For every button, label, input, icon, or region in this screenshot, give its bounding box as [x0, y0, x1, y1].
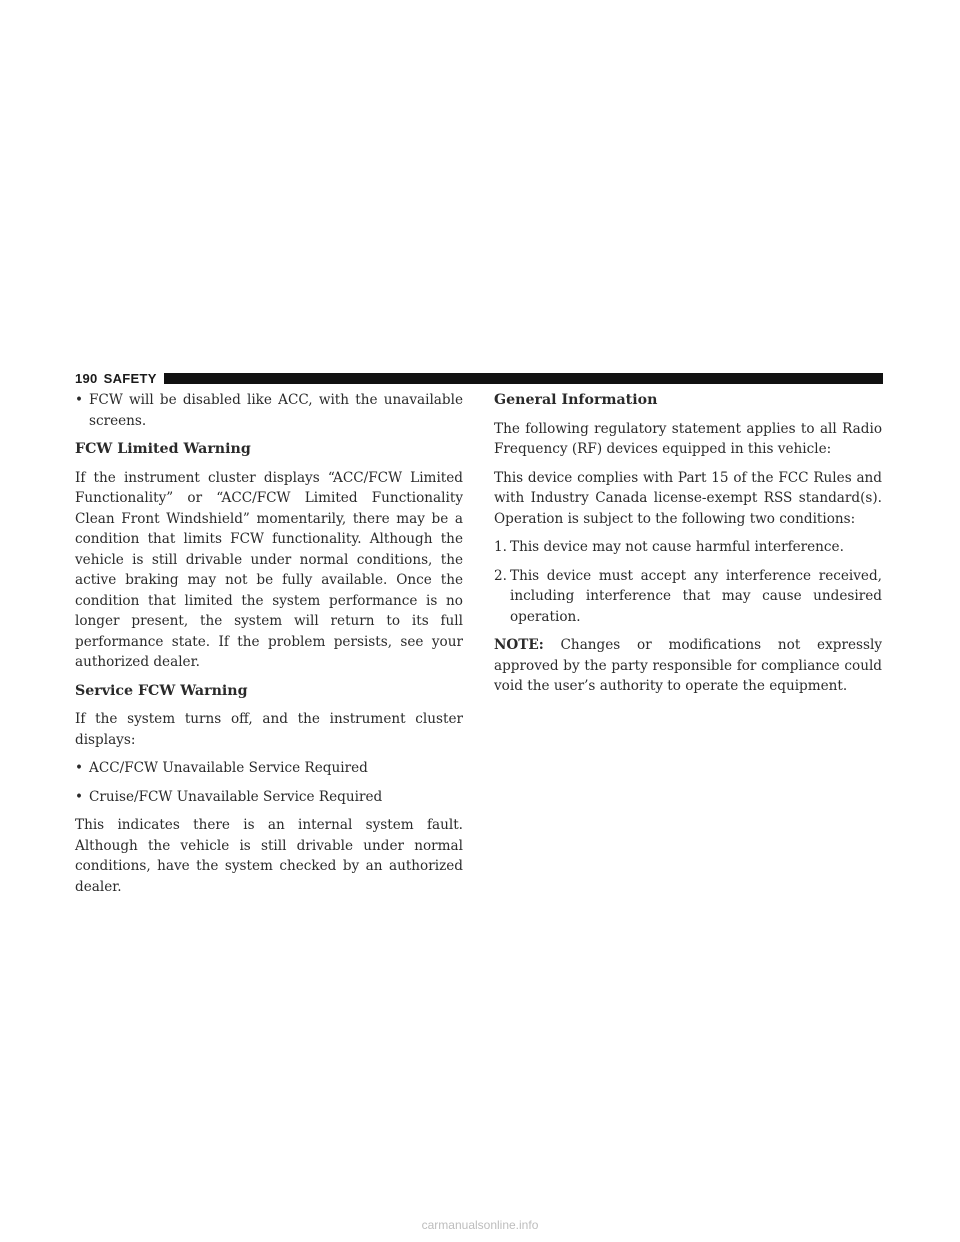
paragraph: If the system turns off, and the instrument cluster displays: — [75, 711, 463, 748]
numbered-item — [494, 537, 882, 558]
page-header — [75, 370, 883, 386]
paragraph: This device complies with Part 15 of the FCC Rules and with Industry Canada license-exempt RSS standard(s). Operation is subject to the following two conditions: — [494, 469, 882, 527]
item-number: 1. — [494, 539, 507, 555]
page-number: 190 — [75, 370, 98, 386]
bullet-icon: • — [75, 788, 84, 805]
paragraph: The following regulatory statement applies to all Radio Frequency (RF) devices equipped in this vehicle: — [494, 420, 882, 457]
list-item: • FCW will be disabled like ACC, with the unavailable screens. — [75, 390, 463, 431]
section-heading: General Information — [494, 392, 658, 408]
paragraph: This indicates there is an internal system fault. Although the vehicle is still drivable under normal conditions, have the system checked by an authorized dealer. — [75, 817, 463, 895]
note-label: NOTE: — [494, 637, 544, 653]
section-heading: FCW Limited Warning — [75, 441, 251, 457]
left-column — [75, 390, 463, 905]
item-text: This device may not cause harmful interference. — [510, 539, 844, 555]
section-heading: Service FCW Warning — [75, 682, 248, 699]
section-title: SAFETY — [103, 370, 157, 386]
bullet-icon: • — [75, 760, 84, 776]
item-text: This device must accept any interference received, including interference that may cause undesired operation. — [510, 567, 882, 625]
bullet-icon: • — [75, 392, 84, 408]
list-item: • ACC/FCW Unavailable Service Required — [75, 758, 463, 779]
page-label — [75, 371, 157, 386]
watermark: carmanualsonline.info — [421, 1218, 539, 1232]
numbered-item — [494, 566, 882, 628]
header-rule — [164, 373, 883, 384]
paragraph: If the instrument cluster displays “ACC/FCW Limited Functionality” or “ACC/FCW Limited Functionality Clean Front Windshield” momentarily, there may be a condition that limits FCW functionality. Although the vehicle is still drivable under normal conditions, the active braking may not be fully available. Once the condition that limited the system performance is no longer present, the system will return to its full performance state. If the problem persists, see your authorized dealer. — [75, 469, 463, 670]
item-number: 2. — [494, 567, 507, 584]
right-column — [494, 390, 882, 705]
list-item: • Cruise/FCW Unavailable Service Required — [75, 787, 463, 808]
note-text: Changes or modifications not expressly approved by the party responsible for compliance could void the user’s authority to operate the equipment. — [494, 637, 882, 694]
note-paragraph — [494, 635, 882, 697]
